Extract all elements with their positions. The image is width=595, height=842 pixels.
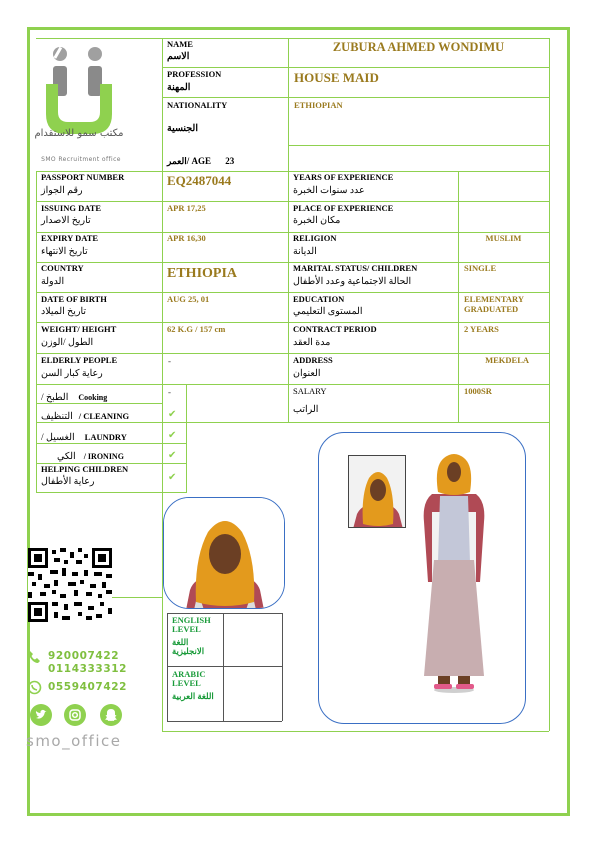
- skill-ironing-check-icon: ✔: [168, 450, 177, 461]
- social-handle: smo_office: [26, 732, 122, 750]
- experience-years-label-ar: عدد سنوات الخبرة: [293, 186, 365, 196]
- grid-line: [282, 613, 283, 721]
- grid-line: [36, 492, 186, 493]
- brand-name-ar: مكتب سمو للاستقدام: [34, 128, 124, 139]
- address-label: ADDRESS: [293, 355, 333, 365]
- skill-laundry-check-icon: ✔: [168, 430, 177, 441]
- phone-1: 920007422: [48, 650, 120, 662]
- qr-code: [28, 548, 112, 622]
- religion-label-ar: الديانة: [293, 247, 317, 257]
- grid-line: [549, 422, 550, 731]
- skill-cleaning-label: / CLEANING: [78, 411, 130, 421]
- expiry-value: APR 16,30: [167, 233, 206, 243]
- skill-children-label: HELPING CHILDREN: [41, 464, 129, 474]
- grid-line: [36, 292, 549, 293]
- grid-line: [167, 613, 168, 721]
- phone-icon: [27, 650, 41, 669]
- marital-label: MARITAL STATUS/ CHILDREN: [293, 263, 418, 273]
- marital-value: SINGLE: [464, 263, 497, 273]
- experience-place-label-ar: مكان الخبرة: [293, 216, 341, 226]
- brand-logo: [44, 44, 114, 136]
- whatsapp-icon: [27, 680, 42, 700]
- contract-label: CONTRACT PERIOD: [293, 324, 377, 334]
- profession-label: PROFESSION: [167, 69, 222, 79]
- education-label-ar: المستوى التعليمي: [293, 307, 363, 317]
- religion-value: MUSLIM: [485, 233, 522, 243]
- dob-label: DATE OF BIRTH: [41, 294, 107, 304]
- skill-cooking-label: Cooking: [78, 393, 108, 402]
- grid-line: [549, 38, 550, 422]
- weight-label: WEIGHT/ HEIGHT: [41, 324, 117, 334]
- skill-cooking-row: [41, 387, 107, 405]
- issuing-value: APR 17,25: [167, 203, 206, 213]
- grid-line: [167, 613, 282, 614]
- grid-line: [288, 171, 289, 422]
- dob-label-ar: تاريخ الميلاد: [41, 307, 87, 317]
- skill-children-check-icon: ✔: [168, 472, 177, 483]
- weight-value: 62 K.G / 157 cm: [167, 324, 226, 334]
- age-label-text: العمر/ AGE: [167, 156, 212, 166]
- grid-line: [288, 145, 549, 146]
- face-photo: [163, 497, 285, 609]
- arabic-level-label-ar: اللغة العربية: [172, 691, 214, 701]
- education-label: EDUCATION: [293, 294, 345, 304]
- skill-laundry-label-ar: الغسيل /: [41, 433, 75, 443]
- grid-line: [458, 171, 459, 422]
- skill-elderly-value: -: [168, 356, 171, 366]
- issuing-label: ISSUING DATE: [41, 203, 102, 213]
- expiry-label-ar: تاريخ الانتهاء: [41, 247, 88, 257]
- grid-line: [36, 38, 549, 39]
- profession-label-ar: المهنة: [167, 83, 191, 93]
- grid-line: [36, 201, 549, 202]
- skill-ironing-row: [41, 446, 124, 464]
- skill-laundry-label: LAUNDRY: [84, 432, 127, 442]
- skill-cleaning-row: [41, 406, 129, 424]
- phone-2: 0114333312: [48, 663, 128, 675]
- address-label-ar: العنوان: [293, 369, 321, 379]
- grid-line: [162, 731, 549, 732]
- nationality-value: ETHIOPIAN: [294, 100, 343, 110]
- passport-label: PASSPORT NUMBER: [41, 172, 125, 182]
- nationality-label: NATIONALITY: [167, 100, 228, 110]
- grid-line: [167, 666, 282, 667]
- grid-line: [36, 353, 549, 354]
- skill-ironing-label: / IRONING: [83, 452, 124, 461]
- skill-cleaning-label-ar: التنظيف: [41, 412, 73, 422]
- thumbnail-photo: [348, 455, 406, 528]
- grid-line: [162, 171, 163, 731]
- passport-value: EQ2487044: [167, 173, 232, 188]
- weight-label-ar: الطول /الوزن: [41, 338, 94, 348]
- age-label: [167, 156, 234, 166]
- nationality-label-ar: الجنسية: [167, 124, 198, 134]
- grid-line: [223, 613, 224, 721]
- age-value: 23: [225, 156, 235, 166]
- country-label-ar: الدولة: [41, 277, 65, 287]
- snapchat-icon[interactable]: [100, 704, 122, 726]
- grid-line: [288, 38, 289, 171]
- expiry-label: EXPIRY DATE: [41, 233, 99, 243]
- grid-line: [162, 38, 163, 171]
- country-label: COUNTRY: [41, 263, 84, 273]
- skill-ironing-label-ar: الكي: [57, 452, 76, 462]
- issuing-label-ar: تاريخ الاصدار: [41, 216, 91, 226]
- grid-line: [167, 721, 282, 722]
- dob-value: AUG 25, 01: [167, 294, 210, 304]
- profession-value: HOUSE MAID: [294, 70, 379, 85]
- grid-line: [36, 322, 549, 323]
- salary-label: SALARY: [293, 386, 327, 396]
- skill-elderly-label-ar: رعاية كبار السن: [41, 369, 103, 379]
- english-level-label: ENGLISH LEVEL: [172, 615, 211, 634]
- full-body-photo: [418, 452, 490, 699]
- grid-line: [162, 67, 549, 68]
- salary-value: 1000SR: [464, 386, 492, 396]
- skill-elderly-label: ELDERLY PEOPLE: [41, 355, 118, 365]
- skill-laundry-row: [41, 427, 127, 445]
- name-label: NAME: [167, 39, 193, 49]
- brand-name-en: SMO Recruitment office: [41, 156, 121, 163]
- passport-label-ar: رقم الجواز: [41, 186, 83, 196]
- grid-line: [36, 171, 37, 493]
- skill-children-label-ar: رعاية الأطفال: [41, 477, 95, 487]
- marital-label-ar: الحالة الاجتماعية وعدد الأطفال: [293, 277, 412, 287]
- experience-place-label: PLACE OF EXPERIENCE: [293, 203, 394, 213]
- grid-line: [162, 97, 549, 98]
- instagram-icon[interactable]: [64, 704, 86, 726]
- skill-cooking-value: -: [168, 387, 171, 397]
- twitter-icon[interactable]: [30, 704, 52, 726]
- english-level-label-ar: اللغة الانجليزية: [172, 637, 205, 656]
- name-label-ar: الاسم: [167, 52, 190, 62]
- contract-value: 2 YEARS: [464, 324, 499, 334]
- experience-years-label: YEARS OF EXPERIENCE: [293, 172, 394, 182]
- religion-label: RELIGION: [293, 233, 337, 243]
- education-value: ELEMENTARY GRADUATED: [464, 294, 524, 314]
- grid-line: [36, 384, 549, 385]
- name-value: ZUBURA AHMED WONDIMU: [332, 40, 505, 54]
- skill-cooking-label-ar: الطبخ /: [41, 393, 69, 403]
- whatsapp-number: 0559407422: [48, 681, 128, 693]
- country-value: ETHIOPIA: [167, 266, 238, 281]
- salary-label-ar: الراتب: [293, 405, 319, 415]
- arabic-level-label: ARABIC LEVEL: [172, 669, 206, 688]
- contract-label-ar: مدة العقد: [293, 338, 331, 348]
- skill-cleaning-check-icon: ✔: [168, 409, 177, 420]
- grid-line: [186, 384, 187, 493]
- address-value: MEKDELA: [485, 355, 529, 365]
